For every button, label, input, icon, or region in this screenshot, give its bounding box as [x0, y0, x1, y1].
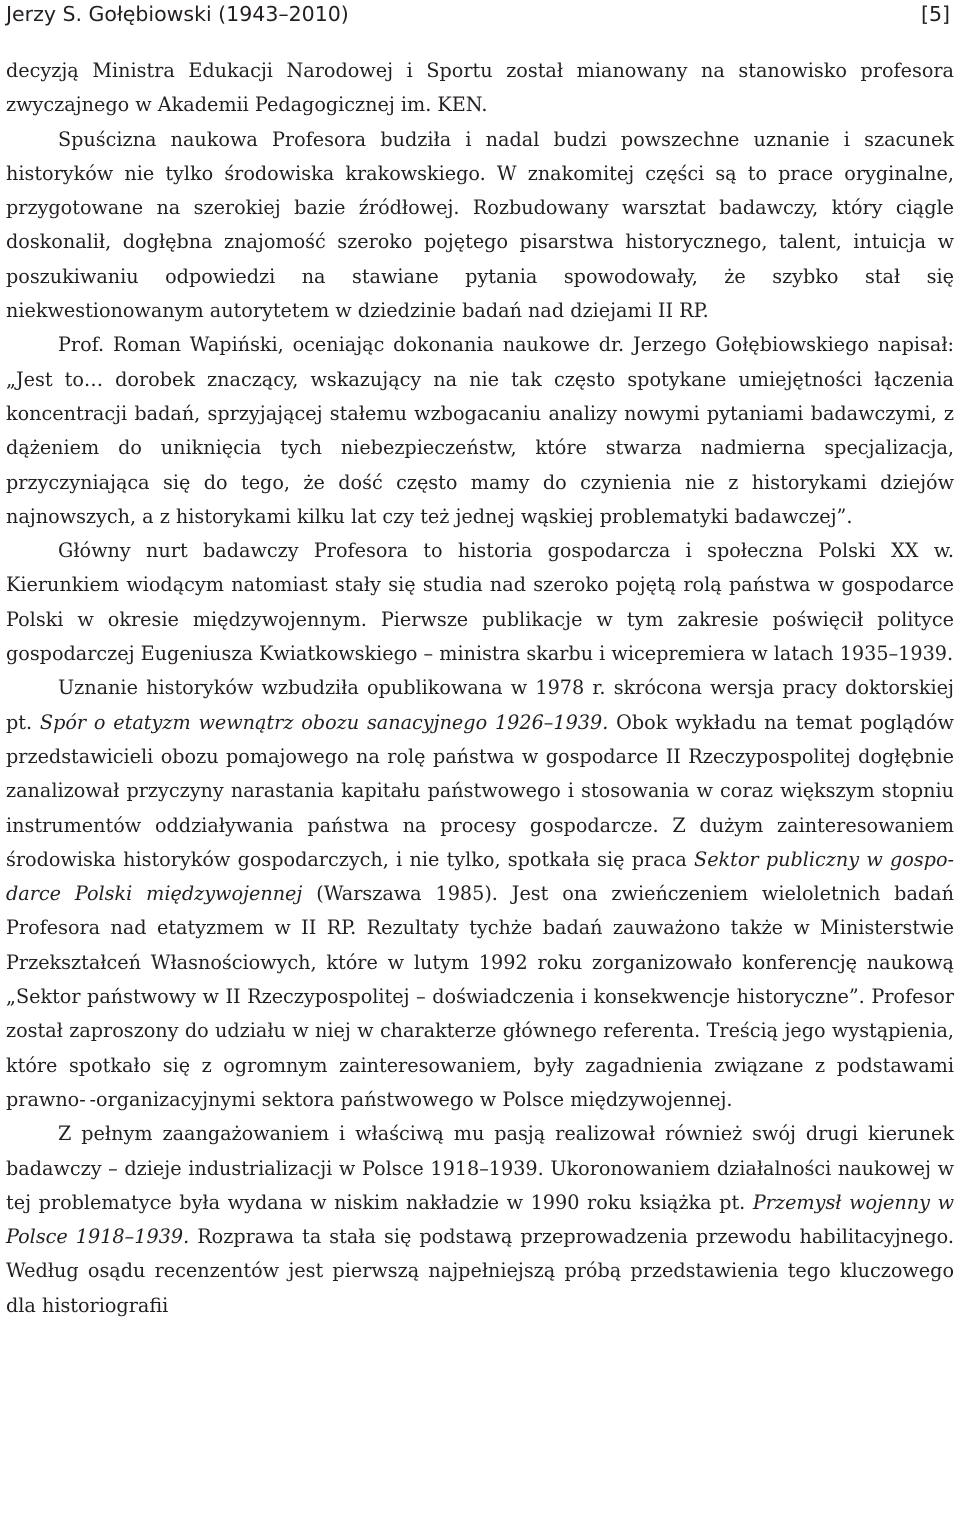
- text-run: Główny nurt badawczy Profesora to historia gospodarcza i społeczna Polski XX w. Kierunkiem wiodącym natomiast stały się studia nad szeroko pojętą rolą państwa w gospodarce Polski w okresie międzywojennym. Pierwsze publikacje w tym zakresie poświęcił polityce gospodarczej Eugeniusza Kwiatkowskiego – ministra skarbu i wicepremiera w latach 1935–1939.: [6, 539, 954, 666]
- italic-title: Sektor publiczny w gospodarce Polski międzywojennej: [6, 847, 954, 906]
- text-run: (Warszawa 1985). Jest ona zwieńczeniem wieloletnich badań Profesora nad etatyzmem w II RP. Rezultaty tychże badań zauważono także w Ministerstwie Przekształceń Własnościowych, które w lutym 1992 roku zorganizowało konferencję naukową „Sektor państwowy w II Rzeczypospolitej – doświadczenia i konsekwencje historyczne”. Profesor został zaproszony do udziału w niej w charakterze głównego referenta. Treścią jego wystąpienia, które spotkało się z ogromnym zainteresowaniem, były zagadnienia związane z podstawami prawno- -organizacyjnymi sektora państwowego w Polsce międzywojennej.: [6, 882, 954, 1111]
- text-run: Z pełnym zaangażowaniem i właściwą mu pasją realizował również swój drugi kierunek badawczy – dzieje industrializacji w Polsce 1918–1939. Ukoronowaniem działalności naukowej w tej problematyce była wydana w niskim nakładzie w 1990 roku książka pt.: [6, 1122, 954, 1214]
- running-header: [6, 0, 954, 38]
- italic-title: Przemysł wojenny w Polsce 1918–1939.: [6, 1190, 954, 1249]
- text-run: Spuścizna naukowa Profesora budziła i nadal budzi powszechne uznanie i szacunek historyków nie tylko środowiska krakowskiego. W znakomitej części są to prace oryginalne, przygotowane na szerokiej bazie źródłowej. Rozbudowany warsztat badawczy, który ciągle doskonalił, dogłębna znajomość szeroko pojętego pisarstwa historycznego, talent, intuicja w poszukiwaniu odpowiedzi na stawiane pytania spowodowały, że szybko stał się niekwestionowanym autorytetem w dziedzinie badań nad dziejami II RP.: [6, 127, 954, 323]
- paragraph: [6, 328, 954, 534]
- paragraph: [6, 54, 954, 123]
- text-run: Rozprawa ta stała się podstawą przeprowadzenia przewodu habilitacyjnego. Według osądu recenzentów jest pierwszą najpełniejszą próbą przedstawienia tego kluczowego dla historiografii: [6, 1225, 954, 1317]
- text-run: Uznanie historyków wzbudziła opublikowana w 1978 r. skrócona wersja pracy doktorskiej pt.: [6, 676, 954, 734]
- paragraph: [6, 534, 954, 671]
- text-run: Prof. Roman Wapiński, oceniając dokonania naukowe dr. Jerzego Gołębiowskiego napisał: „Jest to… dorobek znaczący, wskazujący na nie tak często spotykane umiejętności łączenia koncentracji badań, sprzyjającej stałemu wzbogacaniu analizy nowymi pytaniami badawczymi, z dążeniem do uniknięcia tych niebezpieczeństw, które stwarza nadmierna specjalizacja, przyczyniająca się do tego, że dość często mamy do czynienia nie z historykami dziejów najnowszych, a z historykami kilku lat czy też jednej wąskiej problematyki badawczej”.: [6, 333, 954, 528]
- text-run: Obok wykładu na temat poglądów przedstawicieli obozu pomajowego na rolę państwa w gospodarce II Rzeczypospolitej dogłębnie zanalizował przyczyny narastania kapitału państwowego i stosowania w coraz większym stopniu instrumentów oddziaływania państwa na procesy gospodarcze. Z dużym zainteresowaniem środowiska historyków gospodarczych, i nie tylko, spotkała się praca: [6, 710, 954, 871]
- body-text: [6, 54, 954, 1323]
- paragraph: [6, 123, 954, 329]
- paragraph: [6, 671, 954, 1117]
- page-number: [5]: [920, 2, 950, 26]
- paragraph: [6, 1117, 954, 1323]
- text-run: decyzją Ministra Edukacji Narodowej i Sportu został mianowany na stanowisko profesora zwyczajnego w Akademii Pedagogicznej im. KEN.: [6, 59, 954, 117]
- running-head-author: Jerzy S. Gołębiowski (1943–2010): [6, 2, 349, 26]
- italic-title: Spór o etatyzm wewnątrz obozu sanacyjnego 1926–1939.: [39, 710, 609, 734]
